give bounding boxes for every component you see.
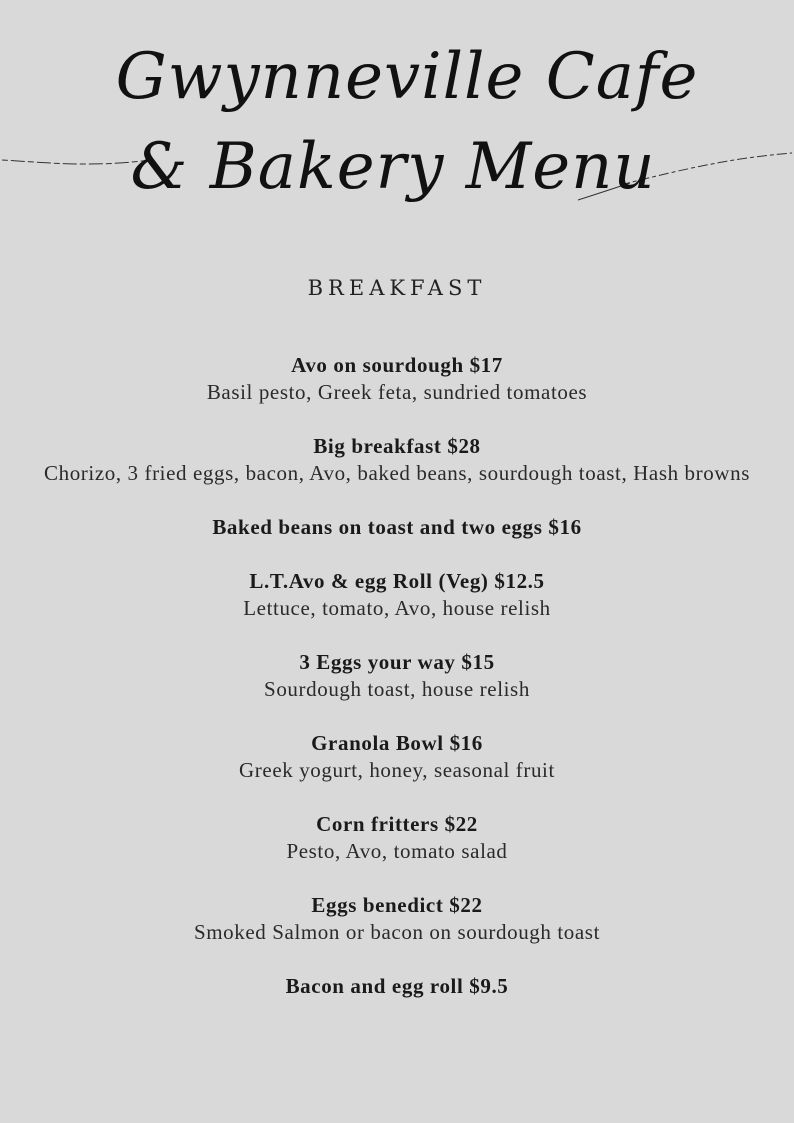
menu-item-description: Sourdough toast, house relish	[264, 677, 530, 701]
menu-item	[40, 649, 754, 703]
menu-item	[40, 973, 754, 1000]
menu-item-description: Greek yogurt, honey, seasonal fruit	[239, 758, 555, 782]
menu-item	[40, 568, 754, 622]
menu-item-description: Lettuce, tomato, Avo, house relish	[243, 596, 551, 620]
title-flourish-lines	[0, 0, 794, 250]
menu-item	[40, 514, 754, 541]
menu-item-name: Corn fritters $22	[316, 812, 478, 836]
menu-item	[40, 433, 754, 487]
menu-item-list	[40, 352, 754, 1027]
section-heading-breakfast: BREAKFAST	[307, 276, 487, 300]
menu-item-name: Granola Bowl $16	[311, 731, 483, 755]
menu-item-name: Eggs benedict $22	[311, 893, 483, 917]
menu-item-name: Bacon and egg roll $9.5	[285, 974, 509, 998]
menu-item-name: Big breakfast $28	[313, 434, 481, 458]
menu-item-description: Chorizo, 3 fried eggs, bacon, Avo, baked beans, sourdough toast, Hash browns	[43, 461, 750, 485]
title-line-1: Gwynneville Cafe	[115, 40, 699, 114]
menu-item-description: Pesto, Avo, tomato salad	[286, 839, 508, 863]
menu-item	[40, 892, 754, 946]
menu-item	[40, 352, 754, 406]
menu-item-name: Avo on sourdough $17	[291, 353, 503, 377]
menu-item-description: Smoked Salmon or bacon on sourdough toast	[193, 920, 601, 944]
menu-item-name: L.T.Avo & egg Roll (Veg) $12.5	[249, 569, 545, 593]
menu-item-description: Basil pesto, Greek feta, sundried tomatoes	[206, 380, 588, 404]
menu-item	[40, 811, 754, 865]
menu-title-block	[0, 0, 794, 250]
menu-item-name: 3 Eggs your way $15	[299, 650, 495, 674]
menu-item-name: Baked beans on toast and two eggs $16	[212, 515, 582, 539]
title-line-2: & Bakery Menu	[130, 130, 656, 204]
menu-item	[40, 730, 754, 784]
